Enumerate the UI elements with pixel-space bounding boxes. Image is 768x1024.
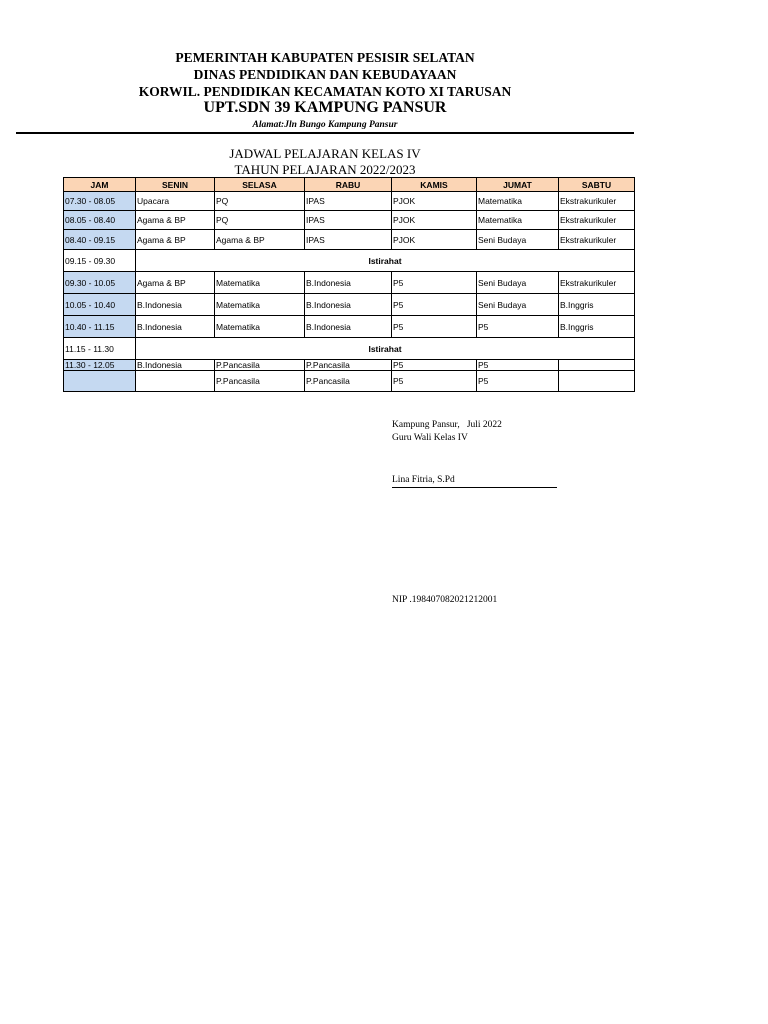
subject-cell: P.Pancasila xyxy=(215,360,305,371)
time-cell: 10.05 - 10.40 xyxy=(64,294,136,316)
time-cell: 08.40 - 09.15 xyxy=(64,230,136,250)
time-cell: 09.30 - 10.05 xyxy=(64,272,136,294)
time-cell: 10.40 - 11.15 xyxy=(64,316,136,338)
table-row xyxy=(64,294,635,316)
table-row xyxy=(64,316,635,338)
subject-cell: P.Pancasila xyxy=(305,360,392,371)
subject-cell: P5 xyxy=(392,272,477,294)
subject-cell: B.Indonesia xyxy=(136,294,215,316)
schedule-title: JADWAL PELAJARAN KELAS IV xyxy=(229,146,421,161)
subject-cell xyxy=(136,371,215,392)
column-header-rabu: RABU xyxy=(305,178,392,192)
time-cell: 08.05 - 08.40 xyxy=(64,211,136,230)
table-row xyxy=(64,371,635,392)
subject-cell: B.Indonesia xyxy=(305,272,392,294)
header-line-2: DINAS PENDIDIKAN DAN KEBUDAYAAN xyxy=(193,67,457,82)
column-header-kamis: KAMIS xyxy=(392,178,477,192)
subject-cell: P.Pancasila xyxy=(305,371,392,392)
subject-cell: B.Inggris xyxy=(559,294,635,316)
school-address: Alamat:Jln Bungo Kampung Pansur xyxy=(252,120,398,130)
break-row xyxy=(64,338,635,360)
school-name: UPT.SDN 39 KAMPUNG PANSUR xyxy=(203,99,447,116)
signature-role: Guru Wali Kelas IV xyxy=(392,433,468,443)
subject-cell: Ekstrakurikuler xyxy=(559,192,635,211)
subject-cell xyxy=(559,360,635,371)
subject-cell: Ekstrakurikuler xyxy=(559,272,635,294)
time-cell: 11.15 - 11.30 xyxy=(64,338,136,360)
subject-cell: Matematika xyxy=(215,316,305,338)
subject-cell: PJOK xyxy=(392,211,477,230)
subject-cell: IPAS xyxy=(305,230,392,250)
subject-cell: P5 xyxy=(477,316,559,338)
header-line-1: PEMERINTAH KABUPATEN PESISIR SELATAN xyxy=(175,50,475,65)
time-cell: 09.15 - 09.30 xyxy=(64,250,136,272)
subject-cell: P5 xyxy=(392,294,477,316)
schedule-year: TAHUN PELAJARAN 2022/2023 xyxy=(234,162,416,177)
subject-cell: Seni Budaya xyxy=(477,294,559,316)
subject-cell: P5 xyxy=(477,371,559,392)
subject-cell: Upacara xyxy=(136,192,215,211)
subject-cell: PQ xyxy=(215,192,305,211)
subject-cell: Ekstrakurikuler xyxy=(559,211,635,230)
header-line-3: KORWIL. PENDIDIKAN KECAMATAN KOTO XI TARUSAN xyxy=(138,84,512,99)
column-header-jumat: JUMAT xyxy=(477,178,559,192)
subject-cell: P5 xyxy=(392,360,477,371)
subject-cell: Ekstrakurikuler xyxy=(559,230,635,250)
schedule-table xyxy=(63,177,635,392)
subject-cell: IPAS xyxy=(305,192,392,211)
column-header-senin: SENIN xyxy=(136,178,215,192)
subject-cell: Matematika xyxy=(215,272,305,294)
subject-cell: PJOK xyxy=(392,230,477,250)
table-row xyxy=(64,192,635,211)
subject-cell: Seni Budaya xyxy=(477,272,559,294)
subject-cell: Agama & BP xyxy=(136,272,215,294)
subject-cell: Matematika xyxy=(477,192,559,211)
table-row xyxy=(64,230,635,250)
break-row xyxy=(64,250,635,272)
signature-place-date: Kampung Pansur, Juli 2022 xyxy=(392,420,502,430)
subject-cell: Seni Budaya xyxy=(477,230,559,250)
subject-cell: B.Indonesia xyxy=(136,316,215,338)
subject-cell: PQ xyxy=(215,211,305,230)
letterhead-divider xyxy=(16,132,634,134)
subject-cell: Matematika xyxy=(215,294,305,316)
subject-cell: Matematika xyxy=(477,211,559,230)
subject-cell: B.Inggris xyxy=(559,316,635,338)
table-row xyxy=(64,360,635,371)
column-header-jam: JAM xyxy=(64,178,136,192)
subject-cell: IPAS xyxy=(305,211,392,230)
subject-cell: P5 xyxy=(392,316,477,338)
table-header-row xyxy=(64,178,635,192)
subject-cell: Agama & BP xyxy=(136,211,215,230)
subject-cell: P.Pancasila xyxy=(215,371,305,392)
time-cell: 07.30 - 08.05 xyxy=(64,192,136,211)
subject-cell: B.Indonesia xyxy=(136,360,215,371)
time-cell: 11.30 - 12.05 xyxy=(64,360,136,371)
subject-cell: B.Indonesia xyxy=(305,294,392,316)
subject-cell: P5 xyxy=(392,371,477,392)
signature-name: Lina Fitria, S.Pd xyxy=(392,475,455,485)
subject-cell: Agama & BP xyxy=(215,230,305,250)
signature-nip: NIP .198407082021212001 xyxy=(392,595,498,605)
break-label: Istirahat xyxy=(136,250,635,272)
time-cell xyxy=(64,371,136,392)
subject-cell: P5 xyxy=(477,360,559,371)
subject-cell: Agama & BP xyxy=(136,230,215,250)
signature-line xyxy=(392,487,557,488)
subject-cell: PJOK xyxy=(392,192,477,211)
table-row xyxy=(64,272,635,294)
break-label: Istirahat xyxy=(136,338,635,360)
column-header-selasa: SELASA xyxy=(215,178,305,192)
table-row xyxy=(64,211,635,230)
subject-cell: B.Indonesia xyxy=(305,316,392,338)
subject-cell xyxy=(559,371,635,392)
column-header-sabtu: SABTU xyxy=(559,178,635,192)
